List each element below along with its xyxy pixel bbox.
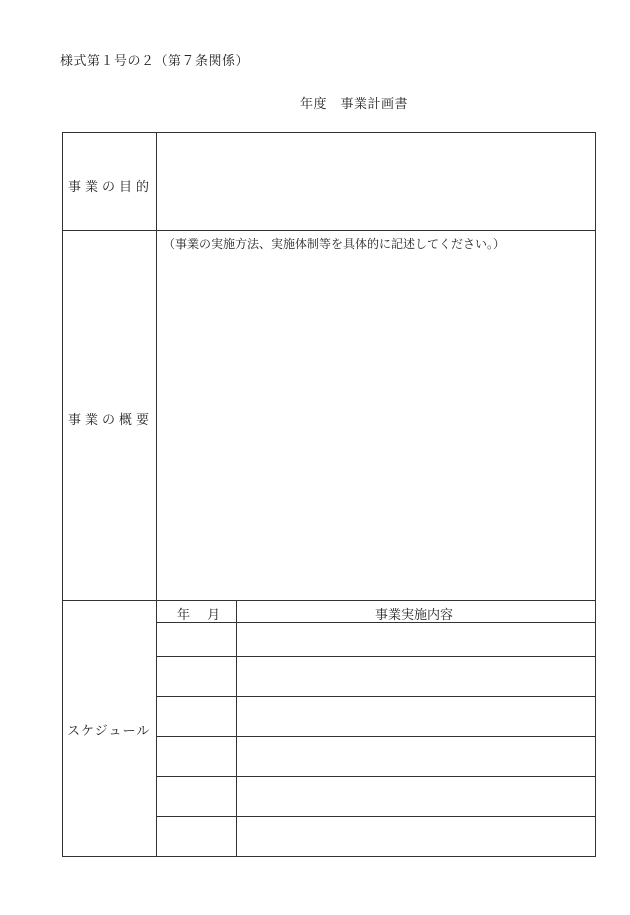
form-number: 様式第１号の２（第７条関係） — [60, 54, 250, 69]
schedule-row-divider — [156, 656, 596, 657]
schedule-date-header: 年 月 — [177, 608, 221, 623]
schedule-column-divider — [236, 600, 237, 857]
schedule-row-divider — [156, 736, 596, 737]
row-divider-overview — [62, 600, 596, 601]
label-column-divider — [156, 132, 157, 857]
overview-hint: （事業の実施方法、実施体制等を具体的に記述してください。） — [163, 237, 506, 251]
schedule-header-divider — [156, 622, 596, 623]
schedule-row-divider — [156, 696, 596, 697]
document-title: 年度 事業計画書 — [300, 97, 409, 112]
schedule-label: スケジュール — [67, 724, 151, 739]
purpose-label: 事業の目的 — [68, 180, 154, 195]
schedule-content-header: 事業実施内容 — [375, 608, 454, 623]
schedule-row-divider — [156, 776, 596, 777]
schedule-row-divider — [156, 816, 596, 817]
overview-label: 事業の概要 — [68, 413, 154, 428]
row-divider-purpose — [62, 230, 596, 231]
